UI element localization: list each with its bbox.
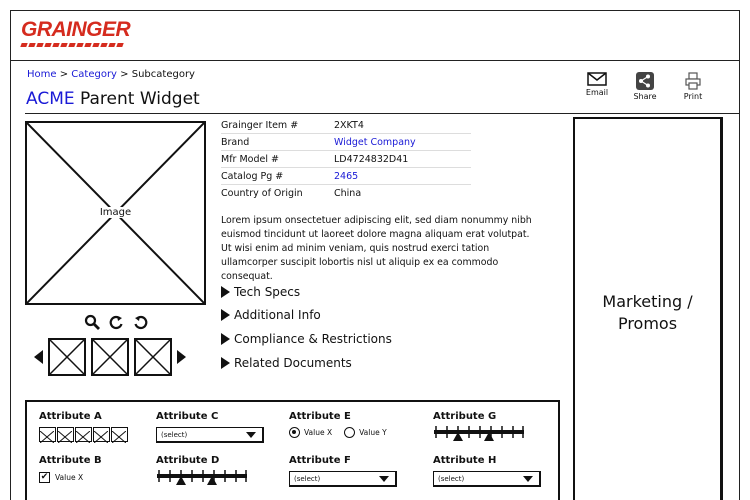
- marketing-promo-panel[interactable]: [573, 117, 723, 500]
- swatch[interactable]: [75, 427, 92, 442]
- attribute-c-select[interactable]: [156, 427, 264, 443]
- breadcrumb-separator: >: [120, 69, 129, 80]
- spec-row: [221, 117, 471, 134]
- promo-text: [575, 291, 720, 335]
- swatch[interactable]: [39, 427, 56, 442]
- chevron-down-icon: [379, 476, 389, 482]
- print-label: Print: [683, 92, 703, 101]
- attribute-c-label: Attribute C: [156, 411, 219, 422]
- content-divider: [25, 113, 740, 114]
- spec-row: [221, 168, 471, 185]
- checkbox-label: Value X: [55, 473, 84, 482]
- attribute-a-label: Attribute A: [39, 411, 102, 422]
- attribute-b-checkbox[interactable]: [39, 472, 83, 483]
- attribute-d-slider[interactable]: [156, 468, 248, 486]
- printer-icon: [684, 72, 702, 90]
- attribute-a-swatches: [39, 427, 128, 442]
- expand-arrow-icon: [221, 309, 230, 321]
- spec-row: [221, 151, 471, 168]
- spec-key: Grainger Item #: [221, 119, 299, 131]
- grainger-logo[interactable]: [21, 18, 130, 47]
- select-value: (select): [294, 475, 321, 483]
- swatch[interactable]: [93, 427, 110, 442]
- page-actions: [580, 72, 710, 101]
- attribute-h-label: Attribute H: [433, 455, 497, 466]
- spec-key: Brand: [221, 136, 250, 148]
- radio-label: Value Y: [359, 428, 387, 437]
- attribute-g-label: Attribute G: [433, 411, 497, 422]
- expand-arrow-icon: [221, 333, 230, 345]
- image-label: Image: [99, 207, 132, 218]
- attribute-g-slider[interactable]: [433, 424, 525, 442]
- spec-value: China: [334, 188, 362, 199]
- checkbox-checked[interactable]: ✔: [40, 472, 49, 482]
- carousel-prev-icon[interactable]: [34, 350, 43, 364]
- thumbnail-carousel: [34, 338, 186, 376]
- accordion-label: Compliance & Restrictions: [234, 332, 392, 346]
- chevron-down-icon: [246, 432, 256, 438]
- expand-arrow-icon: [221, 286, 230, 298]
- breadcrumb-home[interactable]: Home: [27, 69, 57, 80]
- attribute-selector-panel: [25, 400, 560, 500]
- radio-selected[interactable]: [289, 427, 300, 438]
- radio-label: Value X: [304, 428, 333, 437]
- chevron-down-icon: [523, 476, 533, 482]
- spec-table: [221, 117, 471, 202]
- accordion-additional-info[interactable]: [221, 308, 321, 322]
- share-icon: [636, 72, 654, 90]
- attribute-d-label: Attribute D: [156, 455, 220, 466]
- product-description: Lorem ipsum onsectetuer adipiscing elit, sed diam nonummy nibh euismod tincidunt ut laoreet dolore magna aliquam erat volutpat. Ut wisi enim ad minim veniam, quis nostrud exerci tation ullamcorper suscipit lobortis nisl ut aliquip ex ea commodo consequat.: [221, 215, 532, 282]
- brand-link[interactable]: Widget Company: [334, 136, 416, 148]
- thumbnail[interactable]: [48, 338, 86, 376]
- image-label-wrap: [27, 207, 204, 218]
- print-button[interactable]: [676, 72, 710, 101]
- spec-value: LD4724832D41: [334, 153, 409, 165]
- image-tools: [84, 314, 148, 330]
- share-button[interactable]: [628, 72, 662, 101]
- product-image-placeholder[interactable]: [25, 121, 206, 305]
- radio-unselected[interactable]: [344, 427, 355, 438]
- share-label: Share: [633, 92, 657, 101]
- select-value: (select): [438, 475, 465, 483]
- page-title: [26, 89, 200, 109]
- logo-stripes: [21, 43, 130, 47]
- swatch[interactable]: [111, 427, 128, 442]
- spec-row: [221, 185, 471, 202]
- breadcrumb: [27, 69, 195, 80]
- spec-value: 2XKT4: [334, 119, 364, 131]
- promo-line: Promos: [617, 314, 678, 333]
- header-divider: [10, 60, 740, 61]
- title-product-name: Parent Widget: [80, 89, 200, 109]
- attribute-b-label: Attribute B: [39, 455, 102, 466]
- accordion-label: Related Documents: [234, 356, 352, 370]
- attribute-e-radio-group: [289, 427, 387, 438]
- breadcrumb-separator: >: [59, 69, 69, 80]
- swatch[interactable]: [57, 427, 74, 442]
- breadcrumb-category[interactable]: Category: [71, 69, 117, 80]
- accordion-label: Additional Info: [234, 308, 321, 322]
- spec-key: Catalog Pg #: [221, 170, 284, 182]
- rotate-left-icon[interactable]: [109, 315, 124, 330]
- promo-line: Marketing /: [602, 292, 693, 311]
- expand-arrow-icon: [221, 357, 230, 369]
- zoom-icon[interactable]: [84, 314, 100, 330]
- envelope-icon: [587, 72, 607, 86]
- spec-key: Mfr Model #: [221, 153, 279, 165]
- accordion-compliance[interactable]: [221, 332, 392, 346]
- breadcrumb-current: Subcategory: [131, 69, 195, 80]
- spec-row: [221, 134, 471, 151]
- attribute-f-select[interactable]: [289, 471, 397, 487]
- select-value: (select): [161, 431, 188, 439]
- attribute-h-select[interactable]: [433, 471, 541, 487]
- email-label: Email: [585, 88, 609, 97]
- catalog-page-link[interactable]: 2465: [334, 170, 359, 182]
- title-brand-link[interactable]: ACME: [26, 89, 75, 109]
- email-button[interactable]: [580, 72, 614, 101]
- rotate-right-icon[interactable]: [133, 315, 148, 330]
- carousel-next-icon[interactable]: [177, 350, 186, 364]
- thumbnail[interactable]: [134, 338, 172, 376]
- spec-key: Country of Origin: [221, 188, 303, 199]
- accordion-tech-specs[interactable]: [221, 285, 300, 299]
- thumbnail[interactable]: [91, 338, 129, 376]
- accordion-related-documents[interactable]: [221, 356, 352, 370]
- logo-text: GRAINGER: [21, 18, 131, 41]
- attribute-e-label: Attribute E: [289, 411, 351, 422]
- attribute-f-label: Attribute F: [289, 455, 351, 466]
- accordion-label: Tech Specs: [234, 285, 301, 299]
